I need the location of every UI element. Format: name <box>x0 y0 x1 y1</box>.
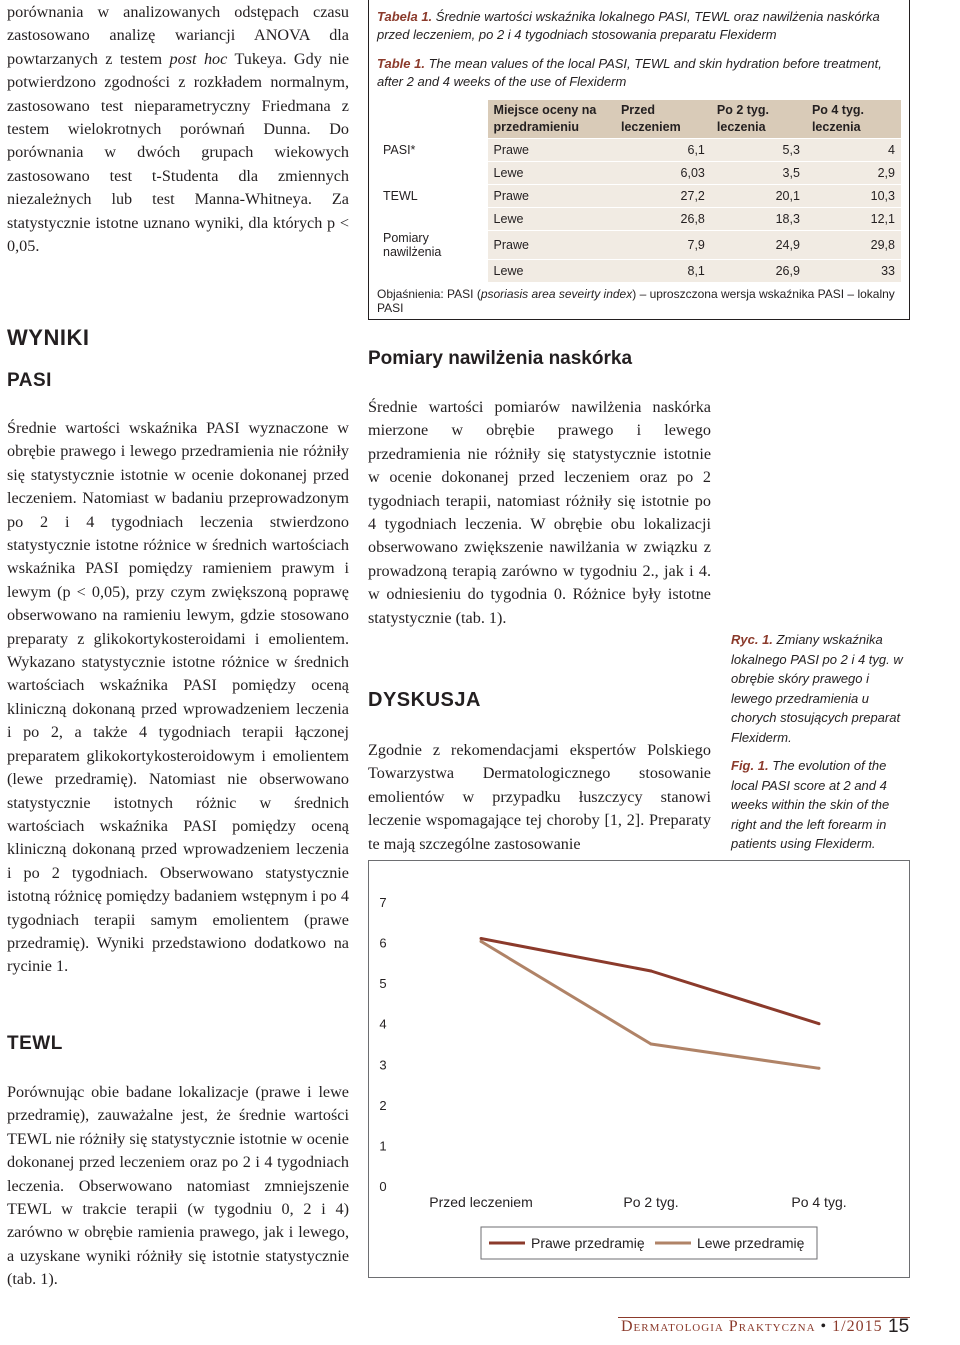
footer-bullet: • <box>820 1318 828 1335</box>
row-group-label: Pomiary nawilżenia <box>377 231 488 260</box>
table-caption-pl <box>377 8 901 44</box>
journal-name: Dermatologia Praktyczna <box>621 1318 816 1335</box>
footer-journal <box>621 1318 883 1336</box>
cell-4w: 33 <box>806 260 901 283</box>
cell-2w: 20,1 <box>711 185 806 208</box>
table-caption-en-text: The mean values of the local PASI, TEWL and skin hydration before treatment, after 2 and 4 weeks of the use of Flexiderm <box>377 56 882 89</box>
data-point <box>818 1067 821 1070</box>
data-point <box>480 937 483 940</box>
figure-caption-pl <box>731 630 903 747</box>
y-tick-label: 3 <box>379 1057 387 1073</box>
header-blank <box>377 100 488 139</box>
row-group-label <box>377 260 488 283</box>
table-row <box>377 185 901 208</box>
header-4w: Po 4 tyg. leczenia <box>806 100 901 139</box>
tewl-paragraph: Porównując obie badane lokalizacje (prawe i lewe przedramię), zauważalne jest, że średnie wartości TEWL nie różniły się statystycznie istotnie w ocenie dokonanej przed leczeniem oraz po 2 i 4 tygodniach leczenia. Obserwowano natomiast zmniejszenie TEWL w trakcie terapii (w tygodniu 0, 2 i 4) zarówno w obrębie ramienia prawego, jak i lewego, a uzyskane wyniki różniły się istotnie statystycznie (tab. 1). <box>7 1083 349 1289</box>
table-note <box>377 287 901 315</box>
figure-label-pl: Ryc. 1. <box>731 632 773 647</box>
table-row <box>377 162 901 185</box>
wyniki-heading: WYNIKI <box>7 325 90 350</box>
cell-before: 26,8 <box>615 208 711 231</box>
data-point <box>480 940 483 943</box>
y-tick-label: 2 <box>379 1097 387 1113</box>
intro-italic: post hoc <box>169 49 228 68</box>
row-group-label: TEWL <box>377 185 488 208</box>
table-header-row <box>377 100 901 139</box>
header-site: Miejsce oceny na przedramieniu <box>488 100 615 139</box>
table-1-box <box>368 0 910 320</box>
cell-2w: 18,3 <box>711 208 806 231</box>
y-tick-label: 7 <box>379 895 387 910</box>
series-line-prawe <box>481 939 819 1024</box>
y-tick-label: 6 <box>379 935 387 951</box>
y-tick-label: 0 <box>379 1179 387 1194</box>
cell-2w: 5,3 <box>711 139 806 162</box>
dyskusja-heading: DYSKUSJA <box>368 689 481 711</box>
x-tick-label: Po 2 tyg. <box>623 1194 679 1210</box>
row-site: Prawe <box>488 185 615 208</box>
cell-before: 6,03 <box>615 162 711 185</box>
data-point <box>818 1022 821 1025</box>
cell-4w: 4 <box>806 139 901 162</box>
data-point <box>650 970 653 973</box>
header-before: Przed leczeniem <box>615 100 711 139</box>
figure-1-chart <box>368 860 910 1278</box>
cell-before: 6,1 <box>615 139 711 162</box>
table-caption-pl-text: Średnie wartości wskaźnika lokalnego PASI, TEWL oraz nawilżenia naskórka przed leczeniem, po 2 i 4 tygodniach stosowania preparatu Flexiderm <box>377 9 880 42</box>
pasi-paragraph: Średnie wartości wskaźnika PASI wyznaczone w obrębie prawego i lewego przedramienia nie różniły się statystycznie istotnie w ocenie dokonanej przed leczeniem. Natomiast w badaniu przeprowadzonym po 2 i 4 tygodniach leczenia stwierdzono statystycznie istotne różnice w średnich wartościach wskaźnika PASI pomiędzy ramieniem prawym i lewym (p < 0,05), przy czym zwiększoną poprawę obserwowano na ramieniu lewym, gdzie stosowano preparaty z glikokortykosteroidami i emolientem. Wykazano statystycznie istotne różnice w średnich wartościach wskaźnika PASI pomiędzy oceną kliniczną dokonaną przed wprowadzeniem leczenia i po 2, a także 4 tygodniach terapii łączonej preparatem glikokortykosteroidowym i emolientem (lewe przedramię). Natomiast nie obserwowano statystycznie istotnych różnic w średnich wartościach wskaźnika PASI pomiędzy oceną kliniczną dokonaną przed wprowadzeniem leczenia i po 2 tygodniach. Obserwowano statystycznie istotną różnicę pomiędzy badaniem wstępnym i po 4 tygodniach terapii samym emolientem (prawe przedramię). Wyniki przedstawiono dodatkowo na rycinie 1. <box>7 419 349 976</box>
table-row <box>377 139 901 162</box>
figure-caption-pl-text: Zmiany wskaźnika lokalnego PASI po 2 i 4 tyg. w obrębie skóry prawego i lewego przedramienia u chorych stosujących preparat Flexiderm. <box>731 632 903 745</box>
intro-paragraph <box>7 1 349 258</box>
note-suffix: ) – uproszczona wersja wskaźnika PASI – lokalny PASI <box>377 287 895 315</box>
dyskusja-paragraph: Zgodnie z rekomendacjami ekspertów Polskiego Towarzystwa Dermatologicznego stosowanie emolientów w przypadku łuszczycy stanowi leczenie wspomagające tej choroby [1, 2]. Preparaty te mają szczególne zastosowanie <box>368 741 711 853</box>
page-number: 15 <box>888 1316 910 1337</box>
table-row <box>377 231 901 260</box>
x-tick-label: Przed leczeniem <box>429 1194 533 1210</box>
data-point <box>650 1043 653 1046</box>
cell-2w: 26,9 <box>711 260 806 283</box>
cell-4w: 10,3 <box>806 185 901 208</box>
figure-caption-en <box>731 756 903 854</box>
row-site: Lewe <box>488 260 615 283</box>
hydration-paragraph: Średnie wartości pomiarów nawilżenia naskórka mierzone w obrębie prawego i lewego przedramienia nie różniły się statystycznie istotnie w ocenie dokonanej przed leczeniem oraz po 2 tygodniach terapii, natomiast różniły się istotnie po 4 tygodniach leczenia. W obrębie obu lokalizacji obserwowano zwiększenie nawilżania w związku z prowadzoną terapią zarówno w tygodniu 2., jak i 4. w odniesieniu do tygodnia 0. Różnice były istotne statystycznie (tab. 1). <box>368 398 711 627</box>
note-prefix: Objaśnienia: PASI ( <box>377 287 481 301</box>
row-site: Prawe <box>488 139 615 162</box>
tewl-heading: TEWL <box>7 1033 63 1054</box>
y-tick-label: 5 <box>379 976 387 992</box>
y-tick-label: 1 <box>379 1138 387 1154</box>
table-label-pl: Tabela 1. <box>377 9 433 24</box>
legend-label: Lewe przedramię <box>697 1235 805 1251</box>
row-site: Lewe <box>488 162 615 185</box>
table-caption-en <box>377 55 901 91</box>
row-site: Prawe <box>488 231 615 260</box>
header-2w: Po 2 tyg. leczenia <box>711 100 806 139</box>
intro-text-2: Tukeya. Gdy nie potwierdzono zgodności z rozkładem normalnym, zastosowano test nieparametryczny Friedmana z testem wielokrotnych porównań Dunna. Do porównania w dwóch grupach wiekowych zastosowano test t-Studenta dla zmiennych niezależnych lub test Manna-Whitneya. Za statystycznie istotne uznano wyniki, dla których p < 0,05. <box>7 49 350 256</box>
cell-4w: 2,9 <box>806 162 901 185</box>
legend-label: Prawe przedramię <box>531 1235 645 1251</box>
cell-2w: 3,5 <box>711 162 806 185</box>
series-line-lewe <box>481 941 819 1068</box>
journal-issue: 1/2015 <box>832 1318 883 1335</box>
figure-label-en: Fig. 1. <box>731 758 769 773</box>
x-tick-label: Po 4 tyg. <box>791 1194 847 1210</box>
cell-2w: 24,9 <box>711 231 806 260</box>
cell-before: 7,9 <box>615 231 711 260</box>
row-group-label: PASI* <box>377 139 488 162</box>
data-table <box>377 100 901 282</box>
chart-svg <box>369 861 909 1277</box>
table-row <box>377 260 901 283</box>
figure-caption-en-text: The evolution of the local PASI score at 2 and 4 weeks within the skin of the right and the left forearm in patients using Flexiderm. <box>731 758 890 851</box>
cell-before: 27,2 <box>615 185 711 208</box>
hydration-heading: Pomiary nawilżenia naskórka <box>368 348 633 369</box>
cell-before: 8,1 <box>615 260 711 283</box>
table-label-en: Table 1. <box>377 56 425 71</box>
row-group-label <box>377 162 488 185</box>
intro-text: porównania w analizowanych odstępach czasu zastosowano analizę wariancji ANOVA dla powtarzanych z testem <box>7 3 349 68</box>
cell-4w: 29,8 <box>806 231 901 260</box>
row-site: Lewe <box>488 208 615 231</box>
note-italic: psoriasis area seveirty index <box>480 287 633 301</box>
row-group-label <box>377 208 488 231</box>
cell-4w: 12,1 <box>806 208 901 231</box>
pasi-heading: PASI <box>7 370 52 391</box>
y-tick-label: 4 <box>379 1016 387 1032</box>
table-row <box>377 208 901 231</box>
